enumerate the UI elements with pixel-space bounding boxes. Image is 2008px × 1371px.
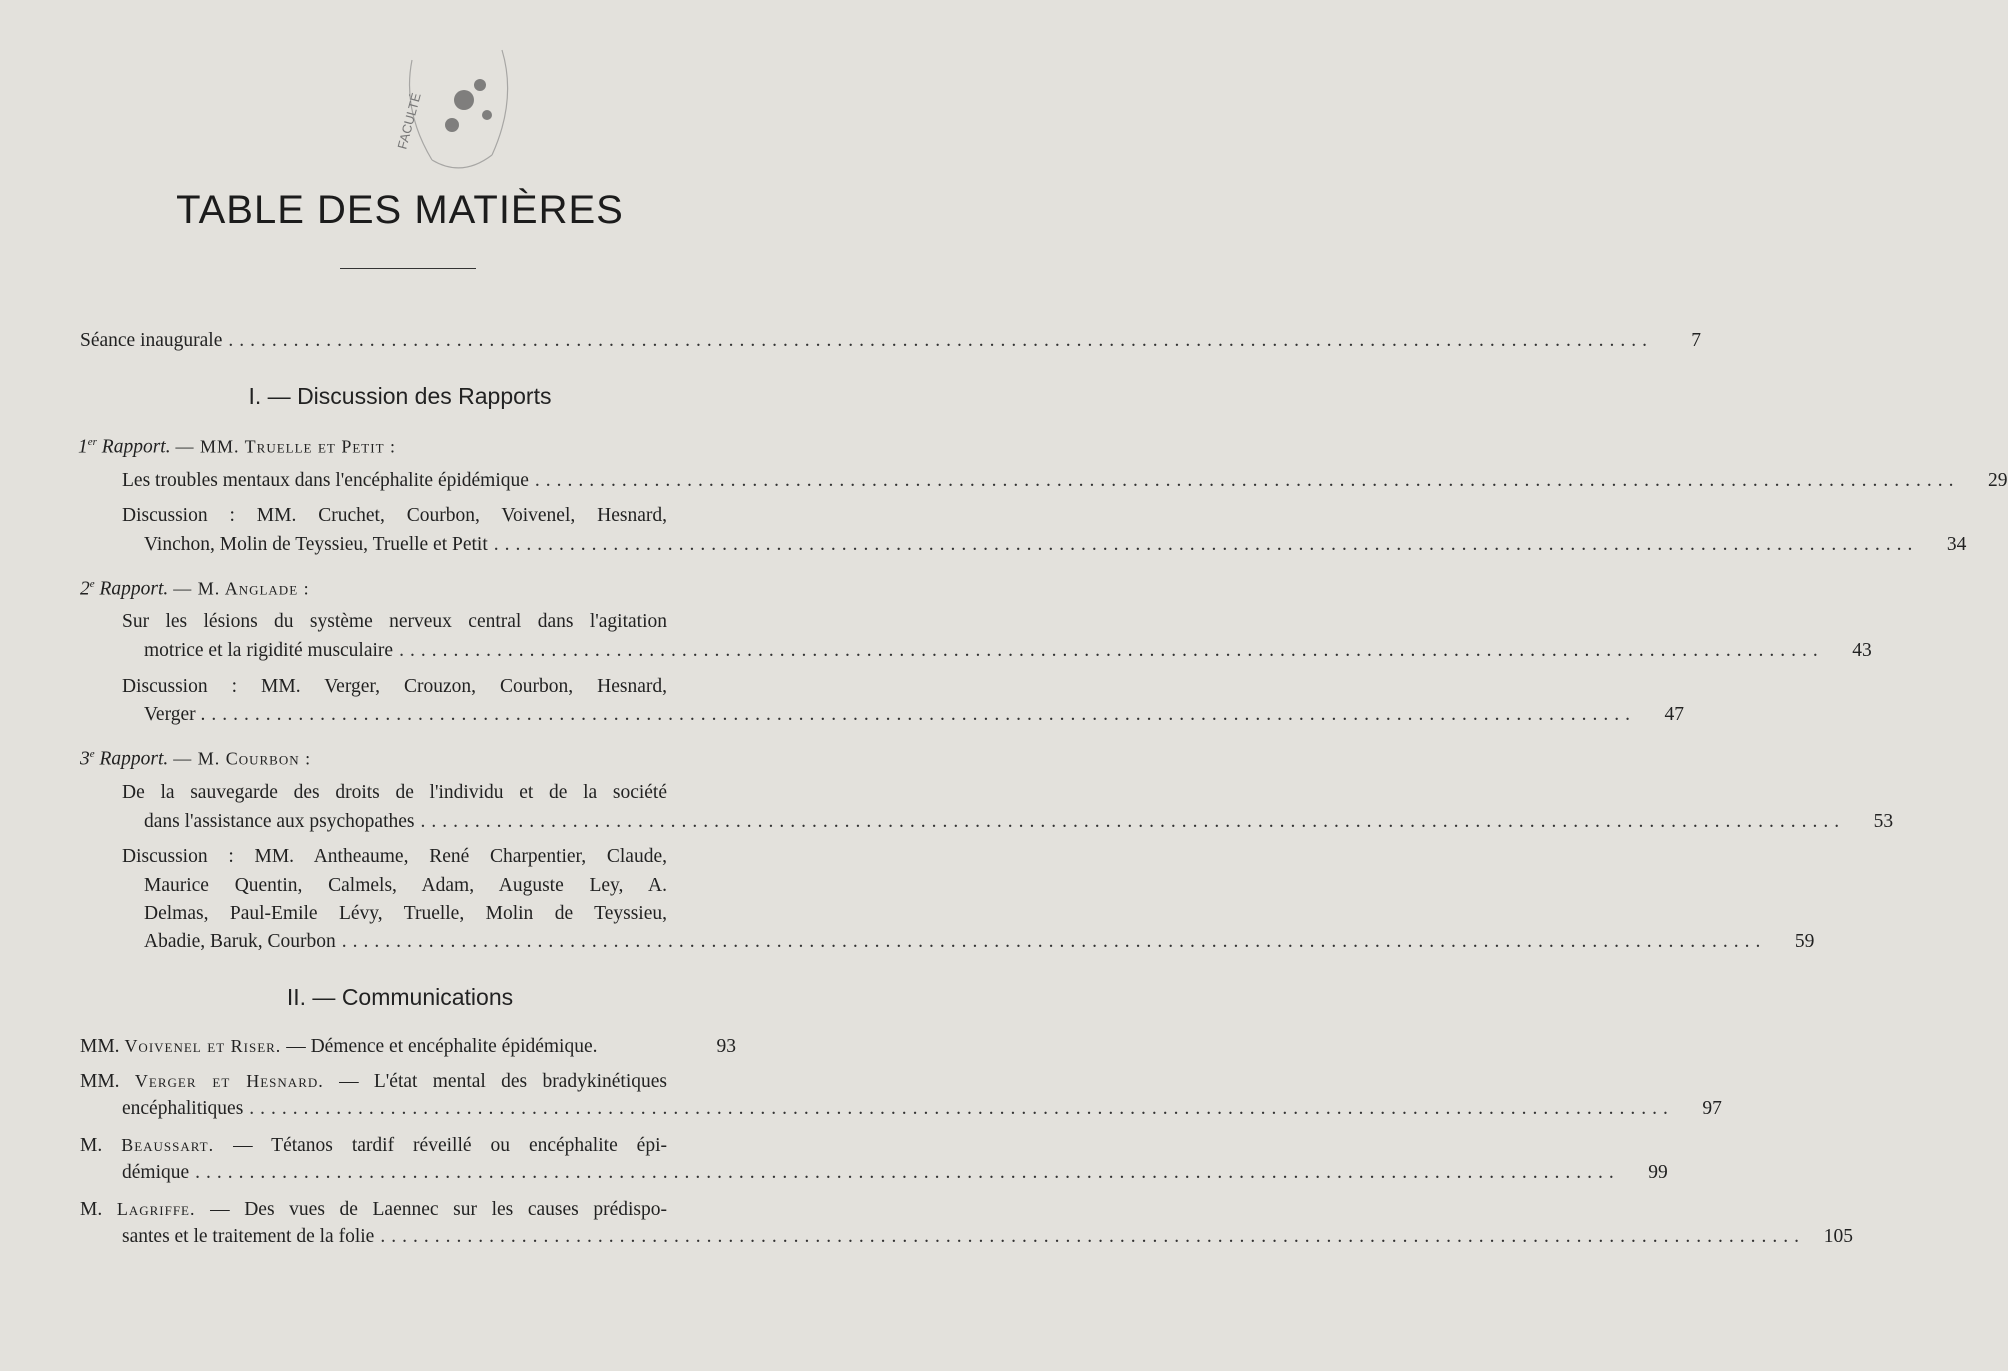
author-prefix: M.: [80, 1199, 103, 1220]
page-number: 59: [1794, 931, 1815, 952]
rapport-heading-3: [80, 740, 311, 774]
rapport-sup: e: [89, 578, 95, 590]
authors: Beaussart.: [121, 1135, 215, 1155]
toc-item: [122, 1159, 1668, 1187]
toc-item: [122, 1223, 1853, 1251]
page-number: 29: [1988, 470, 2008, 491]
title-rule: [340, 268, 476, 269]
toc-label: encéphalitiques: [122, 1098, 244, 1119]
page-number: 43: [1852, 640, 1872, 661]
toc-line: [80, 1067, 667, 1096]
rapport-sup: e: [89, 748, 95, 760]
toc-item: [144, 808, 1894, 836]
page-title: TABLE DES MATIÈRES: [176, 188, 624, 232]
page-number: 53: [1873, 811, 1894, 832]
rapport-authors: — M. Anglade :: [173, 578, 310, 599]
library-stamp: [392, 30, 522, 180]
author-prefix: M.: [80, 1135, 103, 1156]
dot-leader: ...................................................................................................................................: [534, 470, 1960, 491]
dot-leader: ...................................................................................................................................: [228, 330, 1654, 351]
author-prefix: MM.: [80, 1036, 120, 1057]
rapport-label: Rapport.: [99, 748, 169, 770]
rapport-number: 1: [78, 436, 88, 458]
rapport-sup: er: [87, 436, 97, 448]
toc-label: démique: [122, 1162, 190, 1183]
toc-label: santes et le traitement de la folie: [122, 1226, 375, 1247]
toc-line: Discussion : MM. Verger, Crouzon, Courbon, Hesnard,: [122, 676, 667, 697]
toc-item: [144, 701, 1684, 729]
author-prefix: MM.: [80, 1071, 120, 1092]
rapport-number: 3: [80, 748, 90, 770]
toc-item: [144, 928, 1815, 956]
rapport-label: Rapport.: [99, 578, 169, 600]
toc-line: Sur les lésions du système nerveux central dans l'agitation: [122, 611, 667, 632]
toc-label: Vinchon, Molin de Teyssieu, Truelle et Petit: [144, 534, 488, 555]
dot-leader: ...................................................................................................................................: [420, 811, 1846, 832]
toc-label: motrice et la rigidité musculaire: [144, 640, 394, 661]
page-number: 7: [1691, 330, 1702, 351]
entry-title: — Tétanos tardif réveillé ou encéphalite épi-: [233, 1135, 667, 1156]
entry-title: — Démence et encéphalite épidémique.: [286, 1036, 598, 1057]
rapport-label: Rapport.: [101, 436, 171, 458]
authors: Voivenel et Riser.: [124, 1036, 282, 1056]
rapport-authors: — MM. Truelle et Petit :: [175, 436, 397, 457]
toc-item: [122, 467, 2008, 495]
toc-seance: [80, 327, 1702, 355]
toc-item: [144, 531, 1967, 559]
authors: Verger et Hesnard.: [134, 1071, 324, 1091]
dot-leader: ...................................................................................................................................: [341, 931, 1767, 952]
toc-line: Discussion : MM. Cruchet, Courbon, Voivenel, Hesnard,: [122, 505, 667, 526]
toc-label: Abadie, Baruk, Courbon: [144, 931, 336, 952]
toc-label: Verger .: [144, 704, 206, 725]
dot-leader: ...................................................................................................................................: [211, 704, 1636, 725]
toc-label: Séance inaugurale: [80, 330, 223, 351]
entry-title: — Des vues de Laennec sur les causes prédispo-: [210, 1199, 668, 1220]
toc-line: Delmas, Paul-Emile Lévy, Truelle, Molin de Teyssieu,: [144, 903, 667, 924]
rapport-heading-1: [78, 428, 396, 462]
toc-item: [144, 637, 1872, 665]
toc-item: [122, 1095, 1722, 1123]
rapport-authors: — M. Courbon :: [173, 748, 312, 769]
section-heading-2: II. — Communications: [286, 984, 514, 1010]
toc-line: [80, 1195, 667, 1224]
dot-leader: ...................................................................................................................................: [493, 534, 1919, 555]
dot-leader: ...................................................................................................................................: [195, 1162, 1620, 1183]
page-number: 105: [1823, 1226, 1853, 1247]
authors: Lagriffe.: [116, 1199, 196, 1219]
toc-line: Discussion : MM. Antheaume, René Charpentier, Claude,: [122, 846, 667, 867]
toc-line: De la sauvegarde des droits de l'individu et de la société: [122, 782, 667, 803]
toc-label: [80, 1032, 598, 1061]
rapport-number: 2: [80, 578, 90, 600]
stamp-text: FACULTÉ: [394, 91, 424, 151]
toc-item: [80, 1032, 736, 1061]
dot-leader: ...................................................................................................................................: [380, 1226, 1805, 1247]
dot-leader: ...................................................................................................................................: [249, 1098, 1674, 1119]
page-number: 99: [1648, 1162, 1668, 1183]
page-number: 97: [1702, 1098, 1722, 1119]
toc-line: Maurice Quentin, Calmels, Adam, Auguste Ley, A.: [144, 875, 667, 896]
page-number: 34: [1946, 534, 1967, 555]
section-heading-1: I. — Discussion des Rapports: [248, 383, 552, 409]
page-number: 47: [1664, 704, 1684, 725]
toc-line: [80, 1131, 667, 1160]
toc-label: Les troubles mentaux dans l'encéphalite épidémique: [122, 470, 529, 491]
entry-title: — L'état mental des bradykinétiques: [339, 1071, 667, 1092]
page-number: 93: [716, 1036, 736, 1057]
rapport-heading-2: [80, 570, 310, 604]
toc-label: dans l'assistance aux psychopathes: [144, 811, 415, 832]
dot-leader: ...................................................................................................................................: [399, 640, 1824, 661]
